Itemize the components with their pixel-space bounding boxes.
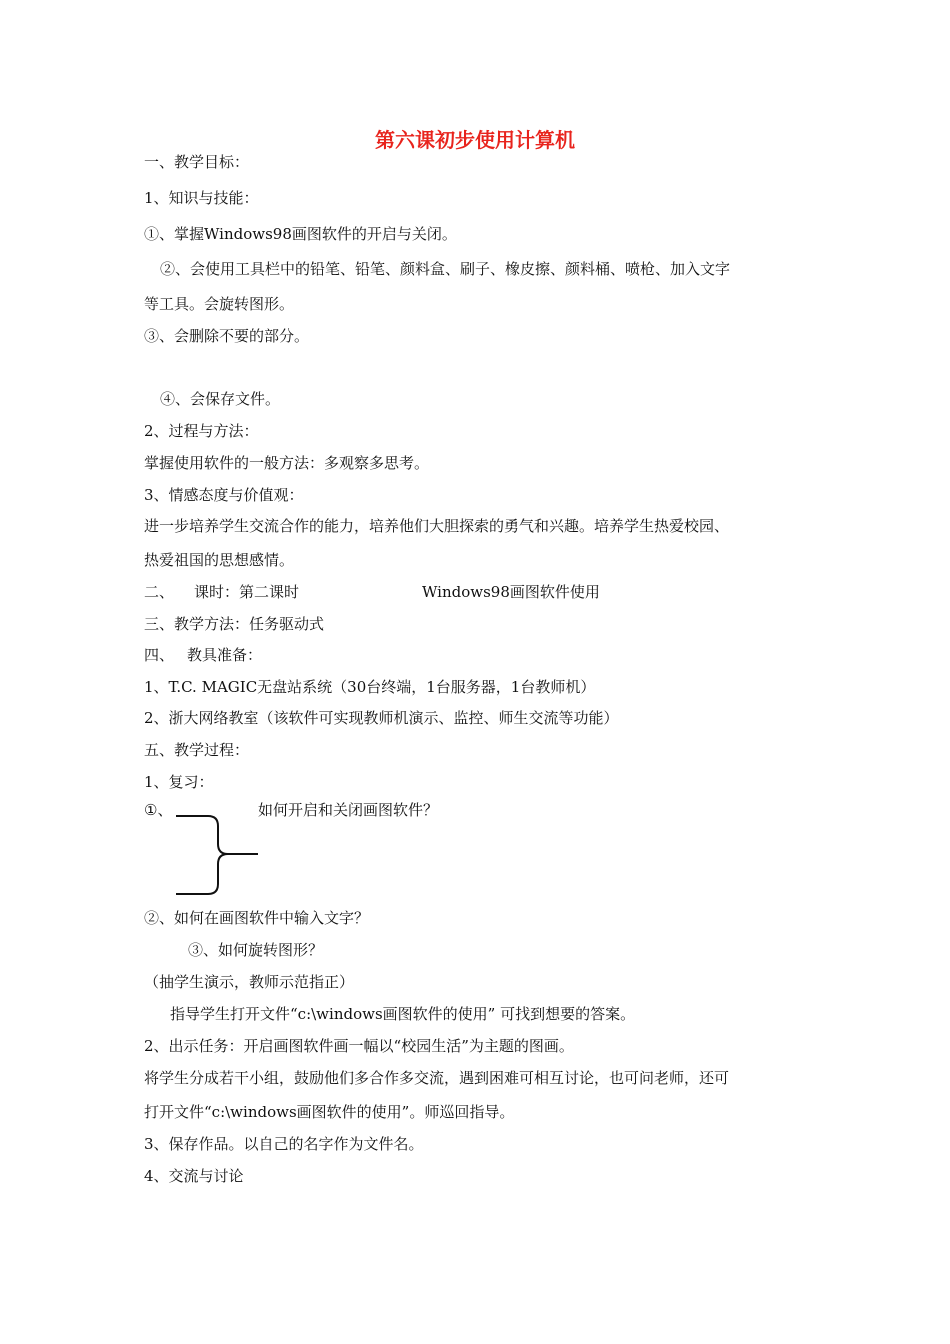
text-line: 四、 [144,646,175,664]
text-line: 1、复习： [144,773,214,791]
text-line: 1、知识与技能： [144,189,259,207]
text-line: 课时：第二课时 [194,583,300,601]
text-line: 3、情感态度与价值观： [144,486,304,504]
text-line: 进一步培养学生交流合作的能力，培养他们大胆探索的勇气和兴趣。培养学生热爱校园、 [144,517,730,535]
text-line: 三、教学方法：任务驱动式 [144,615,325,633]
text-line: ③、会删除不要的部分。 [144,327,310,345]
text-line: Windows98画图软件使用 [422,583,600,601]
text-line: ④、会保存文件。 [160,390,281,408]
text-line: 等工具。会旋转图形。 [144,295,295,313]
text-line: ③、如何旋转图形？ [188,941,324,959]
brace-shape [176,814,260,896]
text-line: 如何开启和关闭画图软件？ [258,801,439,819]
text-line: 2、过程与方法： [144,422,259,440]
text-line: 2、浙大网络教室（该软件可实现教师机演示、监控、师生交流等功能） [144,709,619,727]
text-line: 一、教学目标： [144,153,250,171]
text-line: ①、 [144,801,173,819]
text-line: ②、会使用工具栏中的铅笔、铅笔、颜料盒、刷子、橡皮擦、颜料桶、喷枪、加入文字 [160,260,731,278]
text-line: 打开文件“c:\windows画图软件的使用”。师巡回指导。 [144,1103,515,1121]
text-line: 热爱祖国的思想感情。 [144,551,295,569]
text-line: 1、T.C. MAGIC无盘站系统（30台终端，1台服务器，1台教师机） [144,678,596,696]
text-line: 指导学生打开文件“c:\windows画图软件的使用” 可找到想要的答案。 [170,1005,636,1023]
page-title: 第六课初步使用计算机 [375,128,575,152]
text-line: （抽学生演示，教师示范指正） [144,973,355,991]
text-line: 二、 [144,583,175,601]
text-line: 4、交流与讨论 [144,1167,244,1185]
text-line: ②、如何在画图软件中输入文字？ [144,909,370,927]
text-line: 教具准备： [187,646,263,664]
text-line: 将学生分成若干小组，鼓励他们多合作多交流，遇到困难可相互讨论，也可问老师，还可 [144,1069,730,1087]
text-line: 五、教学过程： [144,741,250,759]
text-line: 3、保存作品。以自己的名字作为文件名。 [144,1135,424,1153]
text-line: 2、出示任务：开启画图软件画一幅以“校园生活”为主题的图画。 [144,1037,574,1055]
text-line: ①、掌握Windows98画图软件的开启与关闭。 [144,225,457,243]
text-line: 掌握使用软件的一般方法：多观察多思考。 [144,454,430,472]
